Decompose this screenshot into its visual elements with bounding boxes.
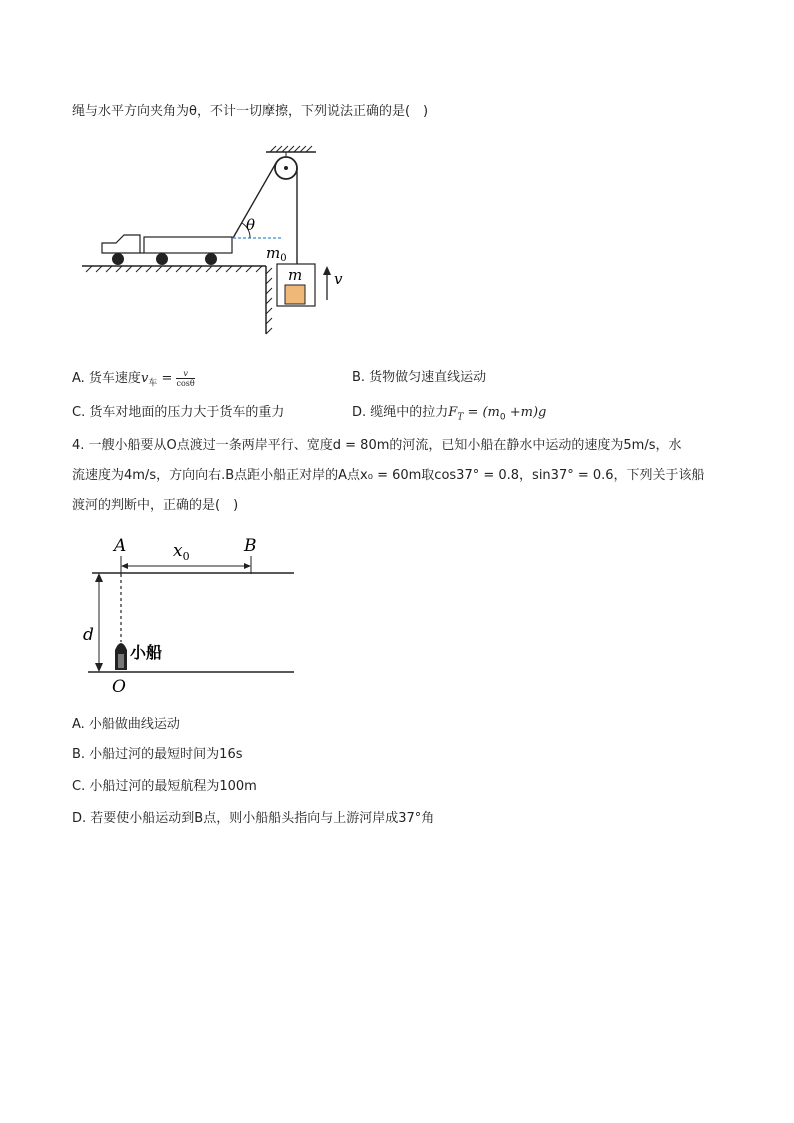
- svg-text:x0: [173, 541, 190, 563]
- q4-option-b[interactable]: B. 小船过河的最短时间为16s: [72, 747, 243, 762]
- cargo-item: [285, 285, 305, 304]
- q3-option-a-fraction: [176, 369, 194, 388]
- x0-label: x: [173, 541, 183, 561]
- q3-option-d-sub: T: [457, 412, 464, 423]
- theta-label: θ: [246, 216, 256, 234]
- q3-option-a-text: A. 货车速度: [72, 371, 141, 386]
- q3-option-c[interactable]: C. 货车对地面的压力大于货车的重力: [72, 405, 285, 420]
- x0-subscript: 0: [182, 550, 190, 563]
- q4-option-c[interactable]: C. 小船过河的最短航程为100m: [72, 779, 257, 794]
- q3-option-a-eq: =: [157, 371, 177, 386]
- m0-label: m: [266, 244, 281, 262]
- q3-option-d-sub2: 0: [499, 412, 506, 423]
- v-label: v: [334, 270, 343, 288]
- q4-stem-line-2: 流速度为4m/s，方向向右.B点距小船正对岸的A点x₀ = 60m取cos37° = 0.8，sin37° = 0.6，下列关于该船: [72, 468, 705, 483]
- truck: [102, 235, 232, 265]
- river-crossing-figure: [76, 530, 316, 700]
- q3-option-d-var: F: [448, 405, 458, 420]
- q3-option-b[interactable]: B. 货物做匀速直线运动: [352, 370, 487, 385]
- q3-option-a[interactable]: [72, 369, 195, 393]
- boat-icon: [115, 643, 127, 670]
- q3-stem-end: 绳与水平方向夹角为θ，不计一切摩擦，下列说法正确的是( ): [72, 104, 429, 119]
- boat-label: 小船: [130, 643, 163, 662]
- q3-option-d-text: D. 缆绳中的拉力: [352, 405, 449, 420]
- q3-option-d-eq: = (m: [463, 405, 500, 420]
- q4-option-d[interactable]: D. 若要使小船运动到B点，则小船船头指向与上游河岸成37°角: [72, 811, 435, 826]
- svg-text:m0: [266, 244, 287, 264]
- q3-option-a-denominator: cosθ: [176, 379, 195, 388]
- q3-option-a-var: v: [140, 371, 149, 386]
- q4-stem-line-3: 渡河的判断中，正确的是( ): [72, 498, 239, 513]
- q4-stem-line-1: 4. 一艘小船要从O点渡过一条两岸平行、宽度d = 80m的河流，已知小船在静水中运动的速度为5m/s，水: [72, 438, 682, 453]
- q3-option-d-tail: +m)g: [505, 405, 547, 420]
- m-label: m: [288, 266, 303, 284]
- q3-option-a-numerator: v: [176, 369, 194, 379]
- m0-subscript: 0: [280, 253, 287, 264]
- point-o-label: O: [112, 677, 126, 697]
- q3-option-a-sub: 车: [148, 378, 158, 389]
- truck-pulley-figure: [78, 138, 368, 338]
- q4-option-a[interactable]: A. 小船做曲线运动: [72, 717, 180, 732]
- d-label: d: [83, 625, 94, 645]
- q3-option-d[interactable]: [352, 404, 546, 427]
- point-b-label: B: [244, 536, 257, 556]
- point-a-label: A: [114, 536, 127, 556]
